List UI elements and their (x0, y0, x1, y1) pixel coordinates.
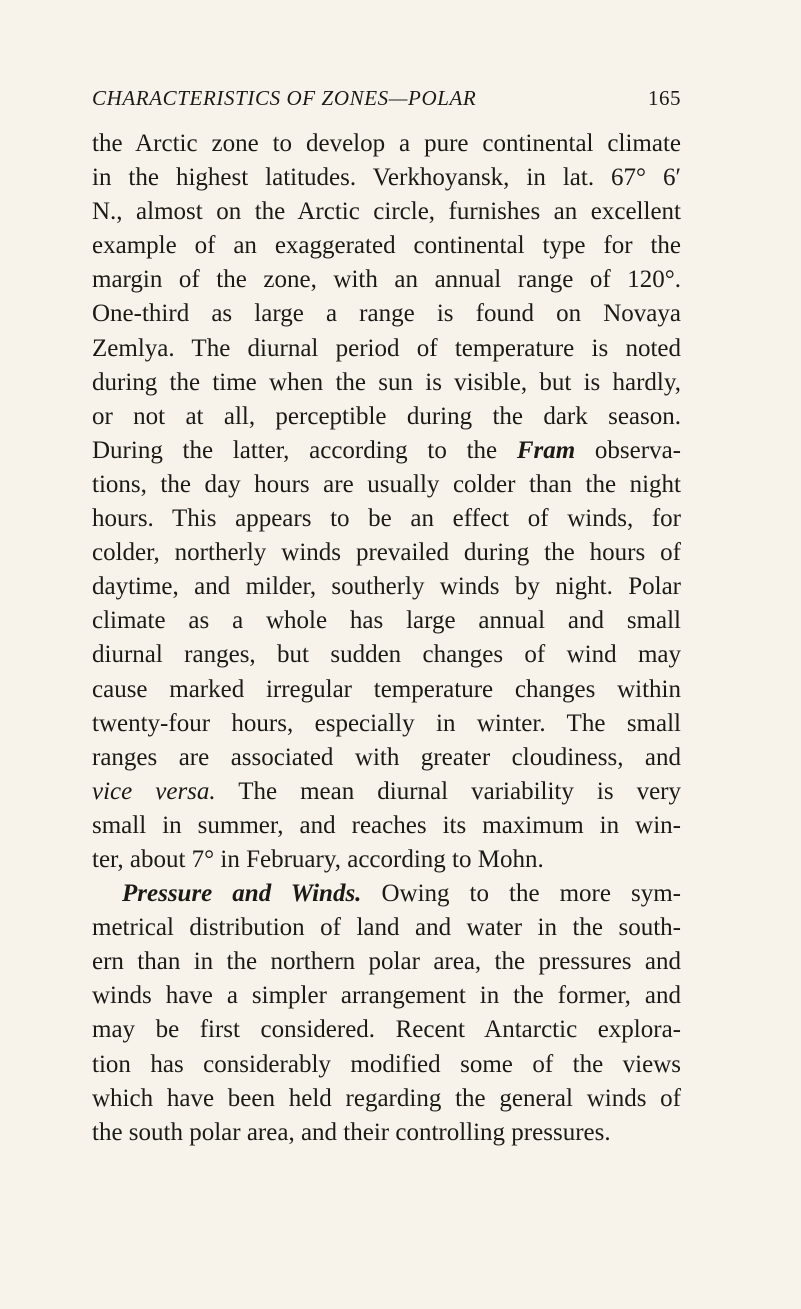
page-header (92, 86, 681, 118)
text-run: observa- (575, 436, 681, 464)
text-line: margin of the zone, with an annual range of 120°. (92, 266, 681, 294)
text-line (92, 775, 681, 809)
text-line: hours. This appears to be an effect of winds, for (92, 505, 681, 533)
text-line: example of an exaggerated continental type for the (92, 232, 681, 260)
text-line: One-third as large a range is found on Novaya (92, 300, 681, 328)
latin-phrase-emphasis: vice versa. (92, 777, 216, 805)
text-line: N., almost on the Arctic circle, furnishes an excellent (92, 198, 681, 226)
text-line: or not at all, perceptible during the dark season. (92, 402, 681, 430)
text-line (92, 434, 681, 468)
text-line: winds have a simpler arrangement in the former, and (92, 982, 681, 1010)
text-line: cause marked irregular temperature changes within (92, 675, 681, 703)
text-line: which have been held regarding the general winds of (92, 1084, 681, 1112)
vessel-name-emphasis: Fram (516, 436, 576, 464)
text-line: metrical distribution of land and water in the south- (92, 914, 681, 942)
text-line: Zemlya. The diurnal period of temperature is noted (92, 334, 681, 362)
text-line: ter, about 7° in February, according to Mohn. (92, 845, 544, 873)
text-line: may be first considered. Recent Antarctic explora- (92, 1016, 681, 1044)
text-run: During the latter, according to the (92, 436, 517, 464)
text-line: ranges are associated with greater cloudiness, and (92, 743, 681, 771)
text-line: daytime, and milder, southerly winds by night. Polar (92, 573, 681, 601)
body-text (92, 127, 681, 1150)
page-number: 165 (648, 86, 681, 110)
text-line: the Arctic zone to develop a pure continental climate (92, 130, 681, 157)
text-line: twenty-four hours, especially in winter. The small (92, 709, 681, 737)
section-heading-line (92, 877, 681, 911)
text-line: the south polar area, and their controlling pressures. (92, 1118, 611, 1146)
text-run: Owing to the more sym- (361, 880, 681, 908)
text-line: tions, the day hours are usually colder than the night (92, 470, 681, 498)
text-line: in the highest latitudes. Verkhoyansk, in lat. 67° 6′ (92, 164, 681, 192)
text-run: The mean diurnal variability is very (215, 777, 681, 805)
text-line: during the time when the sun is visible, but is hardly, (92, 368, 681, 396)
text-line: small in summer, and reaches its maximum in win- (92, 811, 681, 839)
text-line: diurnal ranges, but sudden changes of wind may (92, 641, 681, 669)
section-heading: Pressure and Winds. (122, 880, 362, 908)
running-head: CHARACTERISTICS OF ZONES—POLAR (92, 86, 477, 110)
text-line: colder, northerly winds prevailed during the hours of (92, 539, 681, 567)
text-line: climate as a whole has large annual and small (92, 607, 681, 635)
text-line: tion has considerably modified some of the views (92, 1050, 681, 1078)
text-line: ern than in the northern polar area, the pressures and (92, 948, 681, 976)
